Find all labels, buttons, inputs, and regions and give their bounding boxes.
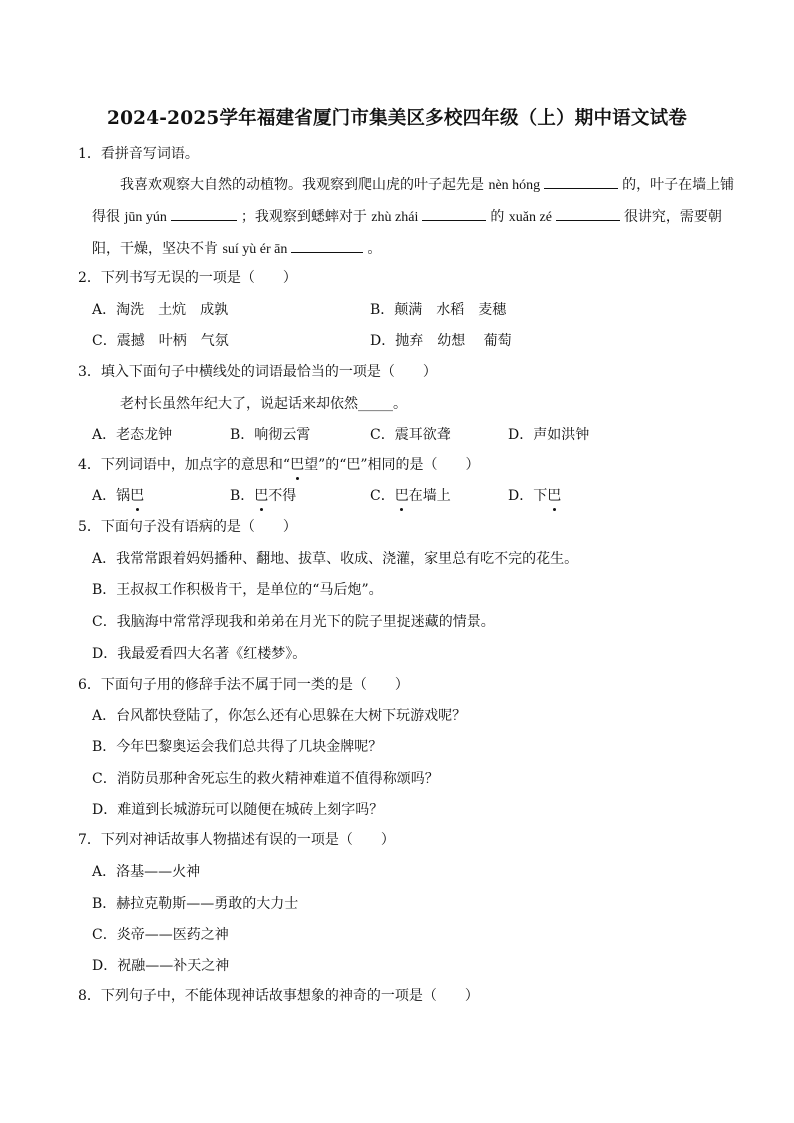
- q6-option-c[interactable]: C．消防员那种舍死忘生的救火精神难道不值得称颂吗？: [92, 771, 439, 787]
- q3-option-d[interactable]: D．声如洪钟: [508, 427, 590, 443]
- question-1-line-1: [120, 174, 734, 196]
- pinyin-1: nèn hóng: [488, 178, 541, 193]
- q5-option-c[interactable]: C．我脑海中常常浮现我和弟弟在月光下的院子里捉迷藏的情景。: [92, 614, 495, 630]
- q7-option-a[interactable]: A．洛基——火神: [92, 864, 201, 880]
- q4-option-text: B．: [230, 488, 255, 504]
- answer-blank-1[interactable]: [544, 174, 618, 189]
- q4-option-text: A．锅: [92, 488, 131, 504]
- q4-option-text: D．下: [508, 488, 548, 504]
- q1-text: ；我观察到蟋蟀对于: [240, 209, 372, 225]
- question-5-stem: 5．下面句子没有语病的是（ ）: [78, 519, 297, 535]
- question-3-stem: 3．填入下面句子中横线处的词语最恰当的一项是（ ）: [78, 364, 437, 380]
- q4-option-text: 不得: [268, 488, 297, 504]
- q3-option-b[interactable]: B．响彻云霄: [230, 427, 311, 443]
- answer-blank-5[interactable]: [291, 238, 363, 253]
- question-8-stem: 8．下列句子中，不能体现神话故事想象的神奇的一项是（ ）: [78, 988, 479, 1004]
- q1-text: 很讲究，需要朝: [623, 209, 722, 225]
- q4-option-b[interactable]: [230, 486, 296, 506]
- q4-stem-text: 望”的“巴”相同的是（ ）: [304, 457, 480, 473]
- q7-option-c[interactable]: C．炎帝——医药之神: [92, 927, 229, 943]
- q1-text: 得很: [92, 209, 125, 225]
- q2-option-b[interactable]: B．颠满 水稻 麦穗: [370, 302, 507, 318]
- q6-option-b[interactable]: B．今年巴黎奥运会我们总共得了几块金牌呢？: [92, 739, 383, 755]
- dotted-character: 巴: [394, 488, 409, 504]
- q3-option-a[interactable]: A．老态龙钟: [92, 427, 173, 443]
- q1-text: 的: [490, 209, 509, 225]
- q1-text: 阳，干燥，坚决不肯: [92, 241, 223, 257]
- answer-blank-3[interactable]: [422, 206, 486, 221]
- q2-option-a[interactable]: A．淘洗 土炕 成孰: [92, 302, 229, 318]
- page-title: 2024-2025学年福建省厦门市集美区多校四年级（上）期中语文试卷: [107, 108, 687, 129]
- question-1-stem: 1．看拼音写词语。: [78, 146, 199, 162]
- question-1-line-3: [92, 238, 381, 260]
- answer-blank-4[interactable]: [556, 206, 620, 221]
- dotted-character: 巴: [130, 488, 145, 504]
- pinyin-2: jūn yún: [124, 210, 167, 225]
- q7-option-d[interactable]: D．祝融——补天之神: [92, 958, 230, 974]
- q4-option-c[interactable]: [370, 486, 451, 506]
- q3-option-c[interactable]: C．震耳欲聋: [370, 427, 451, 443]
- pinyin-3: zhù zhái: [371, 210, 419, 225]
- pinyin-4: xuǎn zé: [508, 210, 552, 225]
- q4-stem-text: 4．下列词语中，加点字的意思和“: [78, 457, 291, 473]
- q5-option-b[interactable]: B．王叔叔工作积极肯干，是单位的“马后炮”。: [92, 582, 383, 598]
- q1-text: 我喜欢观察大自然的动植物。我观察到爬山虎的叶子起先是: [120, 177, 489, 193]
- q4-option-text: C．: [370, 488, 395, 504]
- q5-option-a[interactable]: A．我常常跟着妈妈播种、翻地、拔草、收成、浇灌，家里总有吃不完的花生。: [92, 551, 579, 567]
- q5-option-d[interactable]: D．我最爱看四大名著《红楼梦》。: [92, 646, 307, 662]
- q7-option-b[interactable]: B．赫拉克勒斯——勇敢的大力士: [92, 896, 299, 912]
- question-1-line-2: [92, 206, 722, 228]
- q6-option-a[interactable]: A．台风都快登陆了，你怎么还有心思躲在大树下玩游戏呢？: [92, 708, 467, 724]
- q1-text: 。: [367, 241, 382, 257]
- question-6-stem: 6．下面句子用的修辞手法不属于同一类的是（ ）: [78, 677, 409, 693]
- q2-option-d[interactable]: D．抛弃 幼想 葡萄: [370, 333, 512, 349]
- question-2-stem: 2．下列书写无误的一项是（ ）: [78, 270, 297, 286]
- question-4-stem: [78, 455, 480, 475]
- q4-option-text: 在墙上: [408, 488, 451, 504]
- q4-option-d[interactable]: [508, 486, 561, 506]
- dotted-character: 巴: [547, 488, 562, 504]
- question-3-sentence: 老村长虽然年纪大了，说起话来却依然_____。: [120, 396, 407, 412]
- q2-option-c[interactable]: C．震撼 叶柄 气氛: [92, 333, 229, 349]
- question-7-stem: 7．下列对神话故事人物描述有误的一项是（ ）: [78, 832, 395, 848]
- pinyin-5: suí yù ér ān: [222, 242, 288, 257]
- q4-option-a[interactable]: [92, 486, 144, 506]
- dotted-character: 巴: [290, 457, 305, 473]
- answer-blank-2[interactable]: [171, 206, 237, 221]
- dotted-character: 巴: [254, 488, 269, 504]
- q1-text: 的，叶子在墙上铺: [622, 177, 735, 193]
- q6-option-d[interactable]: D．难道到长城游玩可以随便在城砖上刻字吗？: [92, 802, 384, 818]
